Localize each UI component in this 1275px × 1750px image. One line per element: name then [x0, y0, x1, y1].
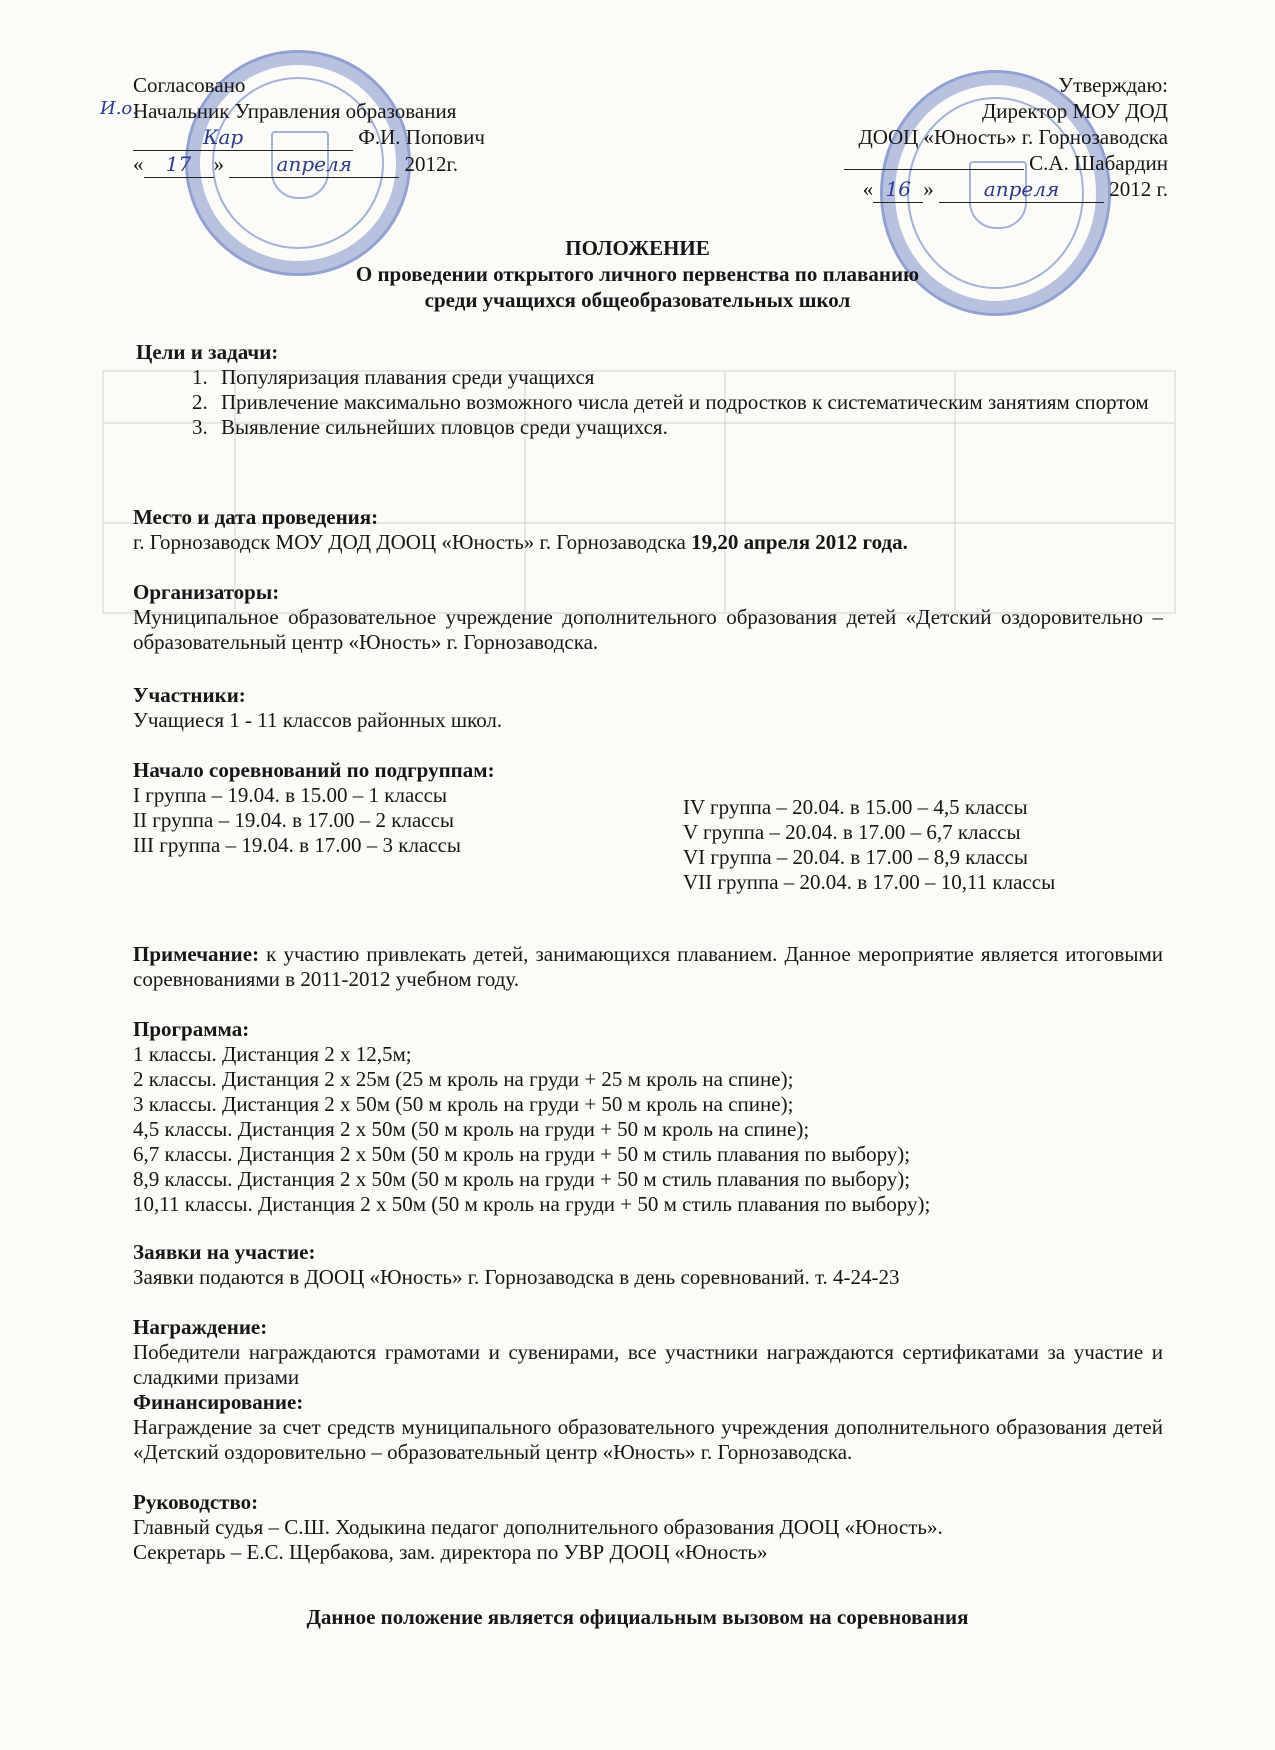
goals-list	[133, 365, 1163, 440]
group-line: VII группа – 20.04. в 17.00 – 10,11 классы	[683, 870, 1056, 894]
agreed-date-day: 17	[165, 152, 192, 176]
note-text: к участию привлекать детей, занимающихся плаванием. Данное мероприятие является итоговыми соревнованиями в 2011-2012 учебном году.	[133, 942, 1163, 991]
document-title	[0, 235, 1275, 313]
agreed-name: Ф.И. Попович	[358, 125, 485, 149]
goal-item: 1. Популяризация плавания среди учащихся	[213, 365, 1163, 390]
program-line: 3 классы. Дистанция 2 х 50м (50 м кроль на груди + 50 м кроль на спине);	[133, 1092, 794, 1116]
group-line: V группа – 20.04. в 17.00 – 6,7 классы	[683, 820, 1021, 844]
handwritten-note: И.о.	[100, 98, 138, 119]
program-heading: Программа:	[133, 1017, 250, 1041]
approve-position-2: ДООЦ «Юность» г. Горнозаводска	[858, 125, 1168, 149]
financing-heading: Финансирование:	[133, 1390, 304, 1414]
applications-heading: Заявки на участие:	[133, 1240, 316, 1264]
awards-text: Победители награждаются грамотами и сувенирами, все участники награждаются сертификатами за участие и сладкими призами	[133, 1340, 1163, 1389]
group-line: III группа – 19.04. в 17.00 – 3 классы	[133, 833, 462, 857]
awards-heading: Награждение:	[133, 1315, 268, 1339]
management-heading: Руководство:	[133, 1490, 259, 1514]
financing-text: Награждение за счет средств муниципального образовательного учреждения дополнительного образования детей «Детский оздоровительно – образовательный центр «Юность» г. Горнозаводска.	[133, 1415, 1163, 1464]
title-line-1: ПОЛОЖЕНИЕ	[565, 236, 710, 260]
program-line: 10,11 классы. Дистанция 2 х 50м (50 м кроль на груди + 50 м стиль плавания по выбору);	[133, 1192, 931, 1216]
approve-position-1: Директор МОУ ДОД	[981, 99, 1168, 123]
place-date: 19,20 апреля 2012 года.	[691, 530, 908, 554]
note-label: Примечание:	[133, 942, 260, 966]
agreed-label: Согласовано	[133, 73, 246, 97]
section-goals	[133, 340, 1163, 440]
approve-date: « 16 » апреля 2012 г.	[862, 177, 1168, 201]
section-participants	[133, 683, 1163, 733]
start-heading: Начало соревнований по подгруппам:	[133, 758, 495, 782]
place-heading: Место и дата проведения:	[133, 505, 379, 529]
program-line: 4,5 классы. Дистанция 2 х 50м (50 м кроль на груди + 50 м кроль на спине);	[133, 1117, 810, 1141]
approval-right	[748, 72, 1168, 203]
approve-signature-line	[748, 150, 1168, 176]
section-management	[133, 1490, 1163, 1565]
goal-item: 3. Выявление сильнейших пловцов среди учащихся.	[213, 415, 1163, 440]
management-line: Главный судья – С.Ш. Ходыкина педагог дополнительного образования ДООЦ «Юность».	[133, 1515, 943, 1539]
approve-date-year: 2012 г.	[1109, 177, 1168, 201]
approve-date-month: апреля	[983, 177, 1060, 201]
approval-left	[133, 72, 553, 178]
final-statement: Данное положение является официальным вызовом на соревнования	[306, 1605, 969, 1629]
group-line: IV группа – 20.04. в 15.00 – 4,5 классы	[683, 795, 1028, 819]
program-line: 2 классы. Дистанция 2 х 25м (25 м кроль на груди + 25 м кроль на спине);	[133, 1067, 794, 1091]
section-start	[133, 758, 1163, 783]
agreed-date-month: апреля	[276, 152, 352, 176]
agreed-signature-line: Кар Ф.И. Попович	[133, 124, 553, 151]
section-awards	[133, 1315, 1163, 1390]
program-line: 8,9 классы. Дистанция 2 х 50м (50 м кроль на груди + 50 м стиль плавания по выбору);	[133, 1167, 911, 1191]
section-applications	[133, 1240, 1163, 1290]
title-line-3: среди учащихся общеобразовательных школ	[424, 288, 851, 312]
approve-name: С.А. Шабардин	[1029, 151, 1168, 175]
section-program	[133, 1017, 1163, 1217]
goals-heading: Цели и задачи:	[136, 340, 279, 364]
program-line: 6,7 классы. Дистанция 2 х 50м (50 м кроль на груди + 50 м стиль плавания по выбору);	[133, 1142, 911, 1166]
start-groups-right	[683, 795, 1055, 895]
group-line: II группа – 19.04. в 17.00 – 2 классы	[133, 808, 455, 832]
agreed-date-year: 2012г.	[404, 152, 458, 176]
group-line: VI группа – 20.04. в 17.00 – 8,9 классы	[683, 845, 1028, 869]
organizers-heading: Организаторы:	[133, 580, 280, 604]
approve-label: Утверждаю:	[1058, 73, 1168, 97]
section-place	[133, 505, 1163, 555]
agreed-date: « 17 » апреля 2012г.	[133, 152, 458, 176]
section-financing	[133, 1390, 1163, 1465]
participants-heading: Участники:	[133, 683, 246, 707]
title-line-2: О проведении открытого личного первенства по плаванию	[355, 262, 920, 286]
place-text: г. Горнозаводск МОУ ДОД ДООЦ «Юность» г. Горнозаводска 19,20 апреля 2012 года.	[133, 530, 908, 554]
participants-text: Учащиеся 1 - 11 классов районных школ.	[133, 708, 503, 732]
section-note	[133, 942, 1163, 992]
program-line: 1 классы. Дистанция 2 х 12,5м;	[133, 1042, 412, 1066]
goal-item: 2. Привлечение максимально возможного числа детей и подростков к систематическим занятиям спортом	[213, 390, 1163, 415]
section-organizers	[133, 580, 1163, 655]
management-line: Секретарь – Е.С. Щербакова, зам. директора по УВР ДООЦ «Юность»	[133, 1540, 768, 1564]
group-line: I группа – 19.04. в 15.00 – 1 классы	[133, 783, 448, 807]
organizers-text: Муниципальное образовательное учреждение дополнительного образования детей «Детский оздоровительно – образовательный центр «Юность» г. Горнозаводска.	[133, 605, 1163, 654]
agreed-position: Начальник Управления образования	[133, 99, 457, 123]
approve-date-day: 16	[885, 177, 911, 201]
applications-text: Заявки подаются в ДООЦ «Юность» г. Горнозаводска в день соревнований. т. 4-24-23	[133, 1265, 900, 1289]
start-groups-left	[133, 783, 461, 858]
